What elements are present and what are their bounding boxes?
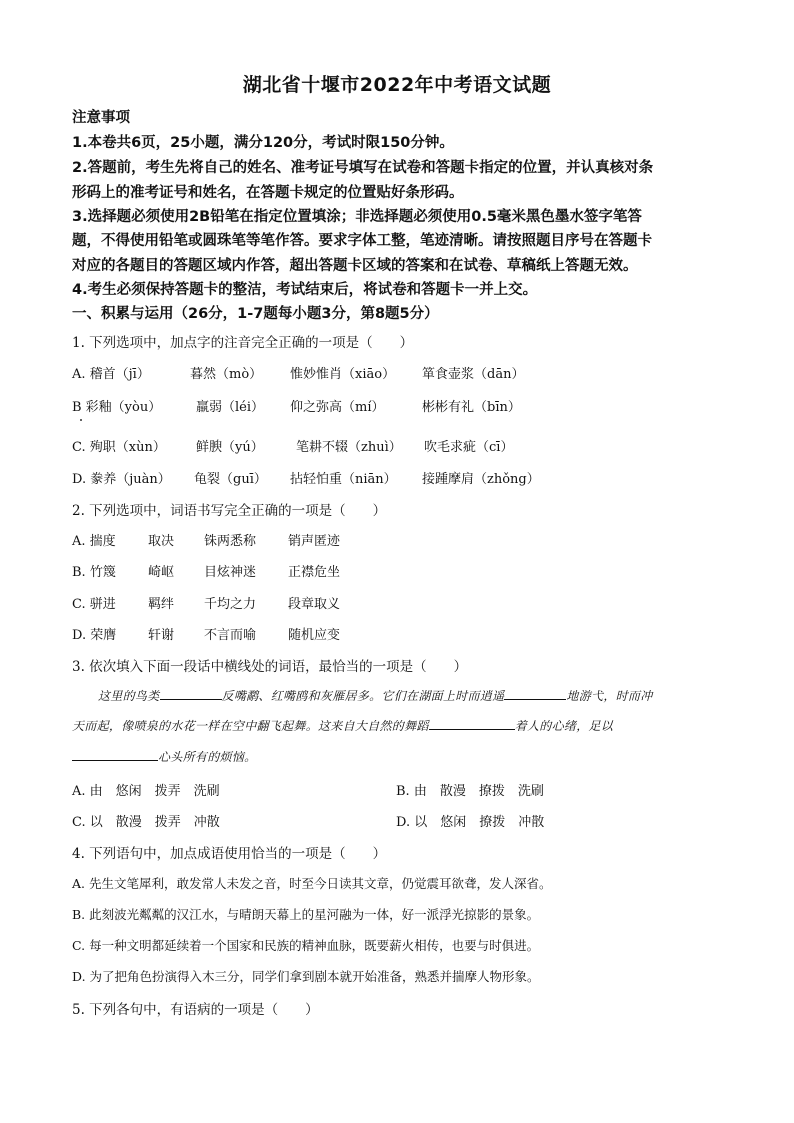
q1-option-d-item: 接踵摩肩（zhǒng） [422,472,540,487]
q1-option-d-item: 龟裂（guī） [194,472,267,487]
passage-line [98,687,653,704]
fill-blank [72,749,158,761]
question-2-stem: 2. 下列选项中，词语书写完全正确的一项是（ ） [72,503,387,519]
q3-option-d: D. 以 悠闲 撩拨 冲散 [396,815,545,830]
q2-option-d-item: 随机应变 [288,628,341,643]
q2-option-c-item: 羁绊 [148,597,175,612]
q2-option-b-item: 崎岖 [148,565,175,580]
q3-option-b: B. 由 散漫 撩拨 洗刷 [396,784,544,799]
q2-option-d-item: D. 荣膺 [72,628,117,643]
q1-option-c-item: 吹毛求疵（cī） [424,440,514,455]
question-3-stem: 3. 依次填入下面一段话中横线处的词语，最恰当的一项是（ ） [72,659,468,675]
q1-option-b-item: B 彩釉（yòu） [72,400,162,415]
passage-text: 反嘴鹬、红嘴鸥和灰雁居多。它们在湖面上时而逍遥 [221,689,505,703]
q2-option-d-item: 不言而喻 [204,628,257,643]
q1-option-a-item: A. 稽首（jī） [72,367,150,382]
q2-option-b-item: 正襟危坐 [288,565,341,580]
notice-item: 3.选择题必须使用2B铅笔在指定位置填涂；非选择题必须使用0.5毫米黑色墨水签字笔答 [72,209,642,225]
q2-option-d-item: 轩谢 [148,628,175,643]
q1-option-a-item: 暮然（mò） [190,367,263,382]
question-5-stem: 5. 下列各句中，有语病的一项是（ ） [72,1002,319,1018]
passage-line [72,717,613,734]
q1-option-d-item: D. 豢养（juàn） [72,472,171,487]
notice-item: 1.本卷共6页，25小题，满分120分，考试时限150分钟。 [72,135,454,151]
passage-text: 这里的鸟类 [98,689,160,703]
q1-option-a-item: 箪食壶浆（dān） [422,367,525,382]
notice-item: 形码上的准考证号和姓名，在答题卡规定的位置贴好条形码。 [72,185,464,201]
q1-option-a-item: 惟妙惟肖（xiāo） [290,367,396,382]
passage-text: 心头所有的烦恼。 [158,750,257,764]
question-4-stem: 4. 下列语句中，加点成语使用恰当的一项是（ ） [72,846,387,862]
question-1-stem: 1. 下列选项中，加点字的注音完全正确的一项是（ ） [72,335,414,351]
q1-option-c-item: 笔耕不辍（zhuì） [296,440,402,455]
notice-item: 对应的各题目的答题区域内作答，超出答题卡区域的答案和在试卷、草稿纸上答题无效。 [72,258,638,274]
notice-item: 2.答题前，考生先将自己的姓名、准考证号填写在试卷和答题卡指定的位置，并认真核对条 [72,160,654,176]
q3-option-a: A. 由 悠闲 拨弄 洗刷 [72,784,220,799]
q1-option-c-item: 鲜腴（yú） [196,440,264,455]
q2-option-c-item: 千均之力 [204,597,257,612]
q2-option-a-item: 铢两悉称 [204,534,257,549]
q2-option-a-item: 销声匿迹 [288,534,341,549]
fill-blank [160,688,222,700]
fill-blank [504,688,566,700]
q2-option-c-item: C. 骈进 [72,597,116,612]
q1-option-d-item: 拈轻怕重（niān） [290,472,397,487]
q1-option-b-item: 羸弱（léi） [196,400,265,415]
passage-text: 地游弋，时而冲 [566,689,653,703]
q2-option-b-item: B. 竹篾 [72,565,116,580]
page-title: 湖北省十堰市2022年中考语文试题 [242,74,552,96]
section-heading: 一、积累与运用（26分，1-7题每小题3分，第8题5分） [72,306,439,322]
q3-option-c: C. 以 散漫 拨弄 冲散 [72,815,220,830]
q4-option-c: C. 每一种文明都延续着一个国家和民族的精神血脉，既要薪火相传，也要与时俱进。 [72,938,540,953]
q4-option-a: A. 先生文笔犀利，敢发常人未发之音，时至今日读其文章，仍觉震耳欲聋，发人深省。 [72,876,552,891]
passage-line [72,748,256,765]
q4-option-d: D. 为了把角色扮演得入木三分，同学们拿到剧本就开始准备，熟悉并揣摩人物形象。 [72,969,540,984]
q1-option-b-item: 仰之弥高（mí） [290,400,385,415]
emphasis-dot [80,419,82,421]
q2-option-b-item: 目炫神迷 [204,565,257,580]
notice-item: 题，不得使用铅笔或圆珠笔等笔作答。要求字体工整，笔迹清晰。请按照题目序号在答题卡 [72,233,652,249]
q2-option-a-item: 取决 [148,534,175,549]
passage-text: 天而起，像喷泉的水花一样在空中翻飞起舞。这来自大自然的舞蹈 [72,719,429,733]
fill-blank [429,718,515,730]
q1-option-c-item: C. 殉职（xùn） [72,440,166,455]
passage-text: 着人的心绪，足以 [514,719,614,733]
q4-option-b: B. 此刻波光粼粼的汉江水，与晴朗天幕上的星河融为一体，好一派浮光掠影的景象。 [72,907,540,922]
q1-option-b-item: 彬彬有礼（bīn） [422,400,521,415]
notice-heading: 注意事项 [72,110,130,126]
notice-item: 4.考生必须保持答题卡的整洁，考试结束后，将试卷和答题卡一并上交。 [72,282,538,298]
q2-option-a-item: A. 揣度 [72,534,116,549]
q2-option-c-item: 段章取义 [288,597,341,612]
